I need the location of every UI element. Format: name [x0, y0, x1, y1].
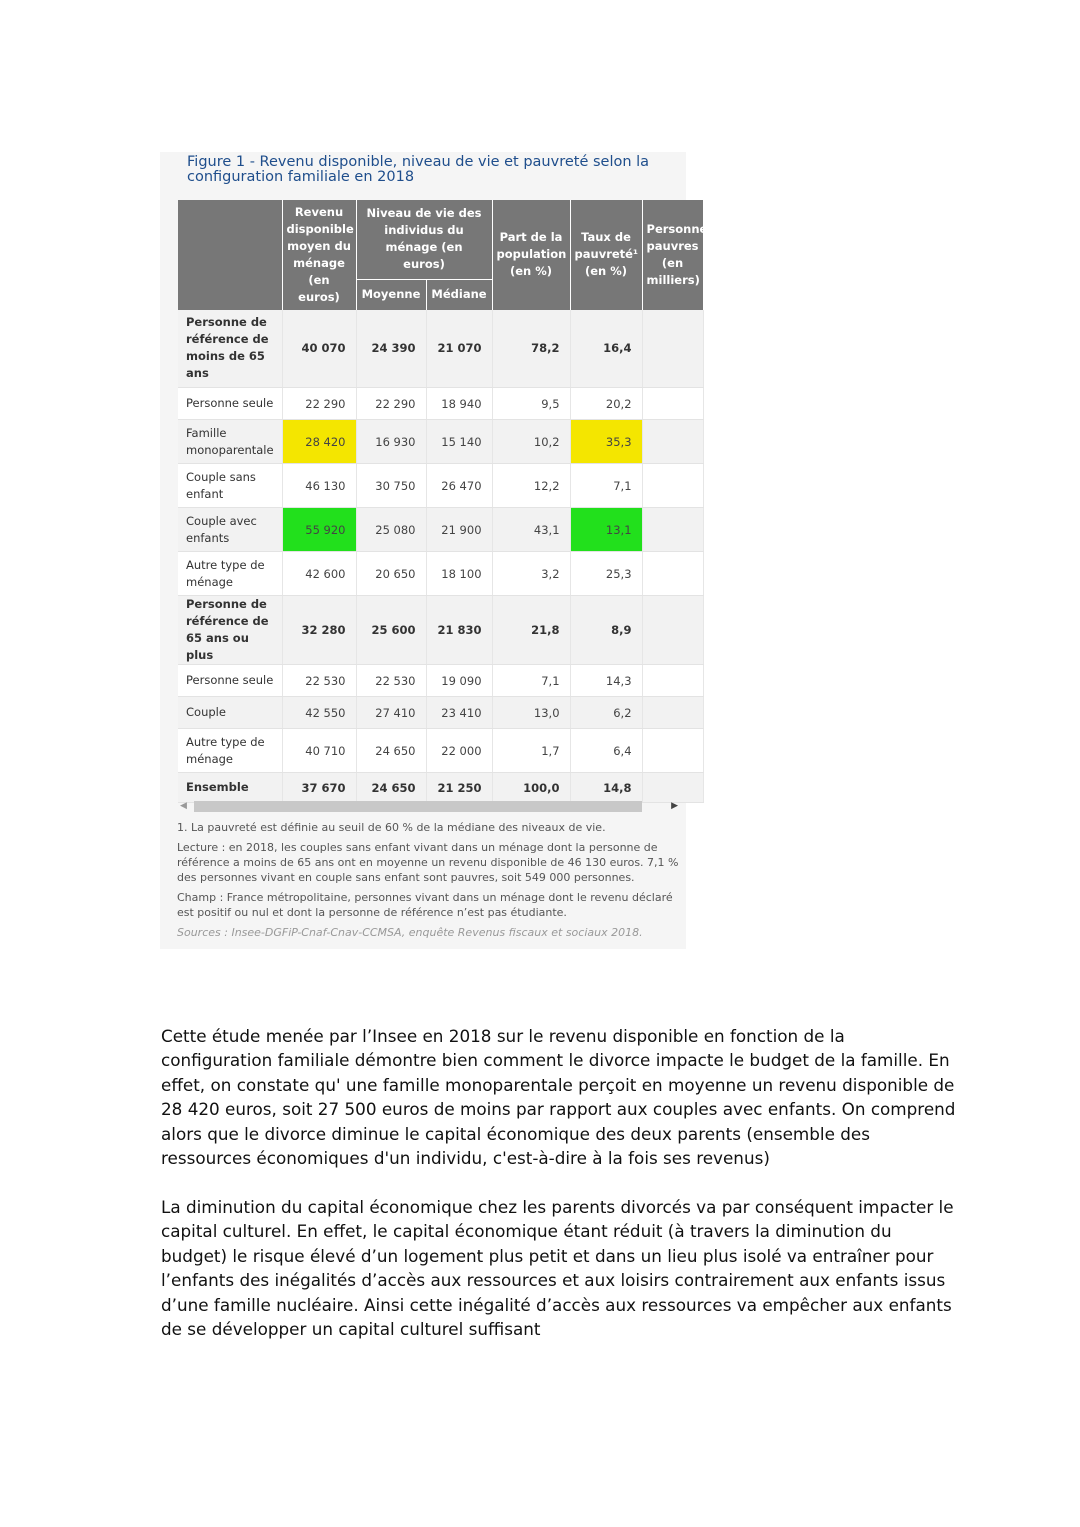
row-label: Ensemble: [178, 773, 282, 803]
cell-revenu: 42 600: [282, 552, 356, 596]
header-corner: [178, 200, 282, 310]
data-table: [178, 200, 715, 803]
table-row: [178, 388, 703, 420]
row-label: Personne seule: [178, 388, 282, 420]
sources-note: Sources : Insee-DGFiP-Cnaf-Cnav-CCMSA, enquête Revenus fiscaux et sociaux 2018.: [177, 926, 643, 939]
table-row: [178, 596, 703, 665]
paragraph-2: La diminution du capital économique chez les parents divorcés va par conséquent impacter le capital culturel. En effet, le capital économique étant réduit (à travers la diminution du budget) le risque élevé d’un logement plus petit et dans un lieu plus isolé va entraîner pour l’enfants des inégalités d’accès aux ressources et aux loisirs contrairement aux enfants issus d’une famille nucléaire. Ainsi cette inégalité d’accès aux ressources va empêcher aux enfants de se développer un capital culturel suffisant: [161, 1197, 954, 1340]
table-scroll-area[interactable]: [178, 200, 715, 798]
cell-taux: 8,9: [570, 596, 642, 665]
table-row: [178, 665, 703, 697]
cell-mediane: 21 250: [426, 773, 492, 803]
cell-personnes: [642, 665, 703, 697]
cell-revenu: 42 550: [282, 697, 356, 729]
champ-note: Champ : France métropolitaine, personnes vivant dans un ménage dont le revenu déclaré est positif ou nul et dont la personne de référence n’est pas étudiante.: [177, 891, 673, 919]
cell-taux: 14,8: [570, 773, 642, 803]
cell-taux-highlighted: 35,3: [570, 420, 642, 464]
horizontal-scrollbar[interactable]: [178, 800, 682, 812]
cell-moyenne: 24 650: [356, 773, 426, 803]
cell-revenu: 46 130: [282, 464, 356, 508]
table-row: [178, 420, 703, 464]
table-row: [178, 508, 703, 552]
header-niveau-de-vie: Niveau de vie des individus du ménage (en euros): [356, 200, 492, 279]
cell-part: 13,0: [492, 697, 570, 729]
cell-personnes: [642, 729, 703, 773]
cell-taux: 6,2: [570, 697, 642, 729]
cell-part: 12,2: [492, 464, 570, 508]
row-label: Autre type de ménage: [178, 729, 282, 773]
cell-revenu: 22 530: [282, 665, 356, 697]
cell-revenu-highlighted: 28 420: [282, 420, 356, 464]
cell-part: 9,5: [492, 388, 570, 420]
cell-revenu-highlighted: 55 920: [282, 508, 356, 552]
cell-revenu: 22 290: [282, 388, 356, 420]
cell-mediane: 21 830: [426, 596, 492, 665]
cell-revenu: 37 670: [282, 773, 356, 803]
row-label: Personne de référence de moins de 65 ans: [178, 310, 282, 388]
cell-moyenne: 20 650: [356, 552, 426, 596]
footnote: 1. La pauvreté est définie au seuil de 60 % de la médiane des niveaux de vie.: [177, 821, 606, 834]
table-row: [178, 729, 703, 773]
scroll-right-arrow-icon[interactable]: ▶: [671, 800, 678, 810]
cell-moyenne: 22 530: [356, 665, 426, 697]
cell-mediane: 26 470: [426, 464, 492, 508]
cell-moyenne: 30 750: [356, 464, 426, 508]
cell-part: 3,2: [492, 552, 570, 596]
cell-part: 78,2: [492, 310, 570, 388]
table-row: [178, 773, 703, 803]
paragraph-1: Cette étude menée par l’Insee en 2018 sur le revenu disponible en fonction de la configuration familiale démontre bien comment le divorce impacte le budget de la famille. En effet, on constate qu' une famille monoparentale perçoit en moyenne un revenu disponible de 28 420 euros, soit 27 500 euros de moins par rapport aux couples avec enfants. On comprend alors que le divorce diminue le capital économique des deux parents (ensemble des ressources économiques d'un individu, c'est-à-dire à la fois ses revenus): [161, 1026, 956, 1169]
cell-taux-highlighted: 13,1: [570, 508, 642, 552]
header-mediane: Médiane: [426, 279, 492, 310]
table-row: [178, 552, 703, 596]
cell-personnes: [642, 464, 703, 508]
cell-mediane: 18 940: [426, 388, 492, 420]
figure-panel: [160, 152, 715, 949]
cell-mediane: 18 100: [426, 552, 492, 596]
figure-notes: [177, 820, 687, 945]
cell-part: 10,2: [492, 420, 570, 464]
row-label: Famille monoparentale: [178, 420, 282, 464]
cell-moyenne: 16 930: [356, 420, 426, 464]
cell-moyenne: 24 390: [356, 310, 426, 388]
cell-personnes: [642, 420, 703, 464]
table-row: [178, 697, 703, 729]
cell-taux: 6,4: [570, 729, 642, 773]
cell-revenu: 32 280: [282, 596, 356, 665]
cell-part: 7,1: [492, 665, 570, 697]
table-row: [178, 310, 703, 388]
cell-mediane: 22 000: [426, 729, 492, 773]
cell-part: 100,0: [492, 773, 570, 803]
row-label: Autre type de ménage: [178, 552, 282, 596]
scroll-left-arrow-icon[interactable]: ◀: [180, 800, 187, 810]
cell-mediane: 23 410: [426, 697, 492, 729]
cell-moyenne: 24 650: [356, 729, 426, 773]
cell-taux: 14,3: [570, 665, 642, 697]
table-row: [178, 464, 703, 508]
cell-mediane: 21 070: [426, 310, 492, 388]
header-taux-pauvrete: Taux de pauvreté¹ (en %): [570, 200, 642, 310]
figure-title: Figure 1 - Revenu disponible, niveau de vie et pauvreté selon la configuration familiale en 2018: [187, 154, 650, 185]
cell-taux: 25,3: [570, 552, 642, 596]
cell-moyenne: 22 290: [356, 388, 426, 420]
header-part-population: Part de la population (en %): [492, 200, 570, 310]
cell-mediane: 15 140: [426, 420, 492, 464]
cell-personnes: [642, 697, 703, 729]
cell-personnes: [642, 552, 703, 596]
row-label: Couple sans enfant: [178, 464, 282, 508]
row-label: Personne de référence de 65 ans ou plus: [178, 596, 282, 665]
cell-revenu: 40 070: [282, 310, 356, 388]
header-revenu: Revenu disponible moyen du ménage (en euros): [282, 200, 356, 310]
scroll-thumb[interactable]: [194, 801, 642, 812]
row-label: Couple avec enfants: [178, 508, 282, 552]
header-moyenne: Moyenne: [356, 279, 426, 310]
header-personnes-pauvres: Personnes pauvres (en milliers): [642, 200, 703, 310]
cell-moyenne: 27 410: [356, 697, 426, 729]
cell-mediane: 19 090: [426, 665, 492, 697]
cell-taux: 7,1: [570, 464, 642, 508]
cell-personnes: [642, 508, 703, 552]
cell-revenu: 40 710: [282, 729, 356, 773]
cell-personnes: [642, 388, 703, 420]
row-label: Personne seule: [178, 665, 282, 697]
cell-part: 21,8: [492, 596, 570, 665]
cell-personnes: [642, 773, 703, 803]
cell-part: 43,1: [492, 508, 570, 552]
cell-moyenne: 25 080: [356, 508, 426, 552]
cell-taux: 20,2: [570, 388, 642, 420]
row-label: Couple: [178, 697, 282, 729]
cell-mediane: 21 900: [426, 508, 492, 552]
cell-taux: 16,4: [570, 310, 642, 388]
cell-personnes: [642, 596, 703, 665]
cell-moyenne: 25 600: [356, 596, 426, 665]
cell-personnes: [642, 310, 703, 388]
lecture-note: Lecture : en 2018, les couples sans enfant vivant dans un ménage dont la personne de référence a moins de 65 ans ont en moyenne un revenu disponible de 46 130 euros. 7,1 % des personnes vivant en couple sans enfant sont pauvres, soit 549 000 personnes.: [177, 841, 679, 884]
cell-part: 1,7: [492, 729, 570, 773]
